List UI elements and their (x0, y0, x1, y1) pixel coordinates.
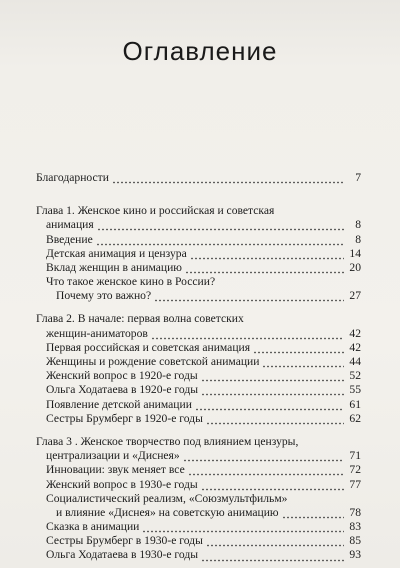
toc-entry-title: Благодарности (36, 170, 109, 184)
toc-page-number: 7 (355, 170, 361, 184)
toc-entry (36, 383, 361, 397)
toc-entry (36, 435, 361, 449)
dot-leader (206, 534, 344, 548)
dot-leader (190, 247, 344, 261)
toc-entry-title: Что такое женское кино в России? (46, 275, 216, 289)
toc-entry (36, 369, 361, 383)
dot-leader (185, 261, 344, 275)
toc-entry-title: Ольга Ходатаева в 1920-е годы (46, 383, 199, 397)
toc-entry-title: Ольга Ходатаева в 1930-е годы (46, 548, 199, 562)
dot-leader (201, 369, 344, 383)
dot-leader (277, 204, 344, 218)
dot-leader (201, 383, 344, 397)
toc-entry-title: Сестры Брумберг в 1920-е годы (46, 411, 203, 425)
toc-entry-title: централизации и «Диснея» (46, 449, 180, 463)
toc-entry-title: Детская анимация и цензура (46, 246, 187, 260)
toc-entry (36, 313, 361, 327)
section-gap (36, 426, 361, 435)
toc-entry (36, 247, 361, 261)
toc-entry-title: Глава 1. Женское кино и российская и советская (36, 204, 275, 218)
toc-page-number: 55 (349, 383, 361, 397)
toc-entry (36, 233, 361, 247)
toc-entry (36, 449, 361, 463)
toc-page-number: 14 (349, 246, 361, 260)
dot-leader (97, 218, 344, 232)
toc-entry-title: и влияние «Диснея» на советскую анимацию (56, 505, 279, 519)
toc-entry (36, 204, 361, 218)
toc-entry (36, 492, 361, 506)
toc-page-number: 71 (349, 449, 361, 463)
table-of-contents (36, 171, 361, 563)
toc-page-number: 42 (349, 340, 361, 354)
dot-leader (262, 355, 344, 369)
toc-entry-title: Женщины и рождение советской анимации (46, 355, 260, 369)
dot-leader (282, 506, 344, 520)
dot-leader (112, 171, 344, 185)
toc-entry-title: анимация (46, 218, 94, 232)
toc-page-number: 44 (349, 355, 361, 369)
toc-entry-title: Женский вопрос в 1920-е годы (46, 369, 198, 383)
dot-leader (247, 313, 344, 327)
toc-entry-title: женщин-аниматоров (46, 326, 148, 340)
toc-entry (36, 341, 361, 355)
toc-entry (36, 327, 361, 341)
toc-entry (36, 520, 361, 534)
toc-entry (36, 478, 361, 492)
section-gap (36, 304, 361, 313)
dot-leader (301, 435, 344, 449)
toc-entry-title: Введение (46, 232, 93, 246)
dot-leader (201, 478, 344, 492)
dot-leader (206, 412, 344, 426)
toc-entry (36, 534, 361, 548)
toc-page-number: 77 (349, 477, 361, 491)
toc-entry (36, 463, 361, 477)
dot-leader (201, 549, 344, 563)
toc-entry (36, 261, 361, 275)
toc-entry (36, 398, 361, 412)
toc-entry (36, 355, 361, 369)
show-through-text (228, 0, 400, 170)
toc-page-number: 85 (349, 534, 361, 548)
toc-page-number: 52 (349, 369, 361, 383)
dot-leader (151, 327, 344, 341)
toc-entry (36, 275, 361, 289)
toc-page-number: 20 (349, 260, 361, 274)
toc-page-number: 27 (349, 289, 361, 303)
dot-leader (154, 289, 344, 303)
dot-leader (195, 398, 344, 412)
toc-entry-title: Сказка в анимации (46, 520, 140, 534)
toc-entry (36, 171, 361, 185)
dot-leader (183, 449, 344, 463)
toc-page-number: 78 (349, 505, 361, 519)
dot-leader (218, 275, 344, 289)
toc-page-number: 8 (355, 232, 361, 246)
toc-entry (36, 549, 361, 563)
toc-entry-title: Вклад женщин в анимацию (46, 260, 182, 274)
page-title: Оглавление (122, 36, 278, 66)
toc-entry-title: Глава 2. В начале: первая волна советских (36, 312, 244, 326)
toc-page-number: 61 (349, 397, 361, 411)
toc-page-number: 8 (355, 218, 361, 232)
dot-leader (188, 463, 344, 477)
toc-entry (36, 412, 361, 426)
toc-entry (36, 218, 361, 232)
toc-page-number: 83 (349, 520, 361, 534)
toc-entry (36, 289, 361, 303)
toc-entry-title: Первая российская и советская анимация (46, 340, 251, 354)
toc-page-number: 42 (349, 326, 361, 340)
toc-page-number: 62 (349, 411, 361, 425)
toc-entry-title: Сестры Брумберг в 1930-е годы (46, 534, 203, 548)
toc-entry (36, 506, 361, 520)
toc-page-number: 93 (349, 548, 361, 562)
section-gap (36, 185, 361, 204)
toc-page-number: 72 (349, 463, 361, 477)
toc-entry-title: Появление детской анимации (46, 397, 192, 411)
toc-entry-title: Глава 3 . Женское творчество под влиянием цензуры, (36, 434, 299, 448)
toc-entry-title: Социалистический реализм, «Союзмультфильм» (46, 491, 288, 505)
toc-entry-title: Почему это важно? (56, 289, 152, 303)
dot-leader (253, 341, 344, 355)
toc-entry-title: Инновации: звук меняет все (46, 463, 185, 477)
dot-leader (96, 233, 344, 247)
dot-leader (142, 520, 344, 534)
dot-leader (290, 492, 344, 506)
toc-entry-title: Женский вопрос в 1930-е годы (46, 477, 198, 491)
